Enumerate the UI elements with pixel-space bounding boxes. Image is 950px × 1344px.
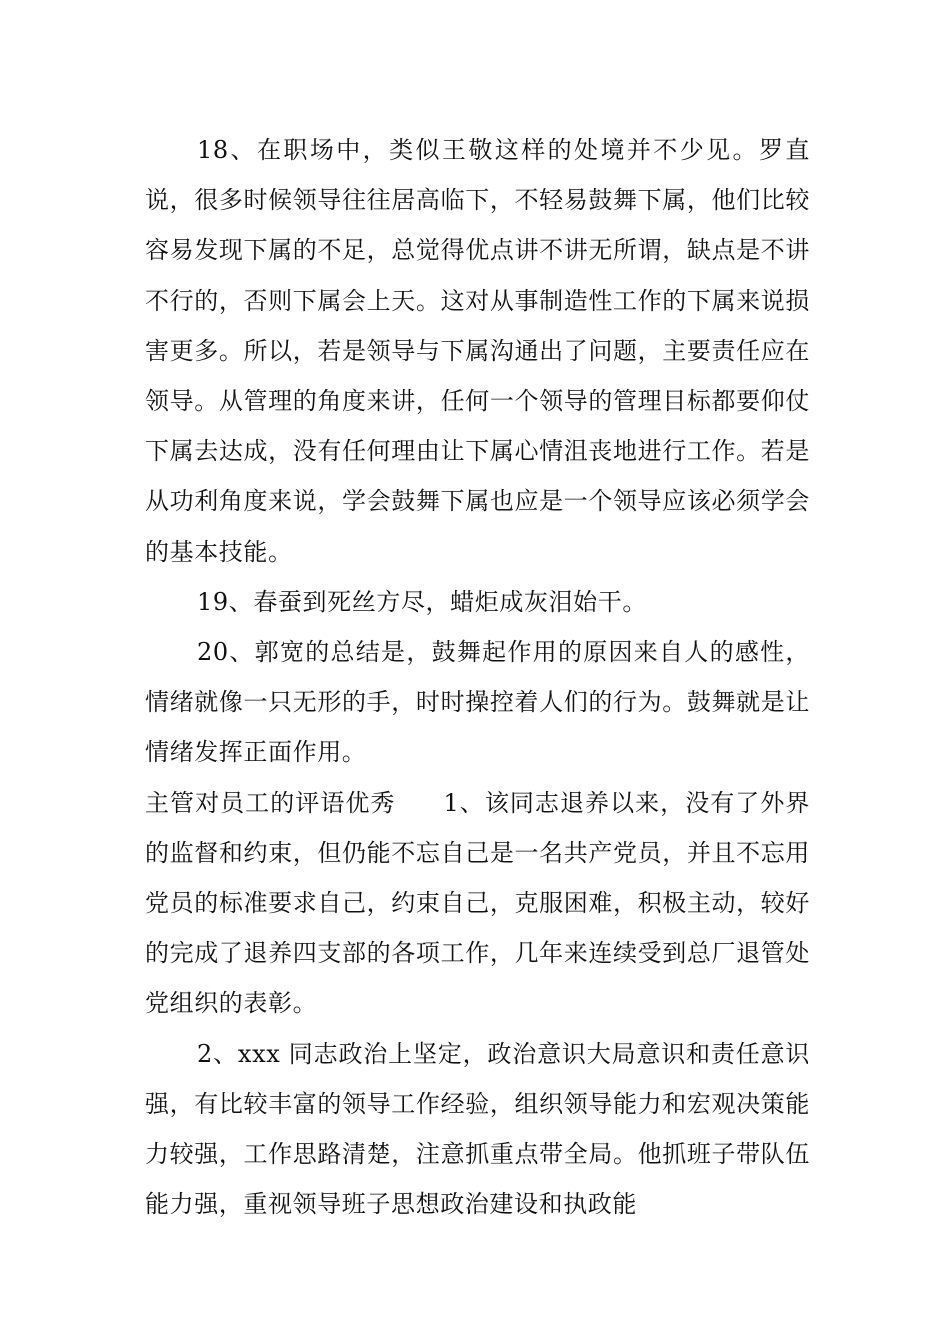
paragraph-18: 18、在职场中，类似王敬这样的处境并不少见。罗直说，很多时候领导往往居高临下，不轻易鼓舞下属，他们比较容易发现下属的不足，总觉得优点讲不讲无所谓，缺点是不讲不行的，否则下属会上天。这对从事制造性工作的下属来说损害更多。所以，若是领导与下属沟通出了问题，主要责任应在领导。从管理的角度来讲，任何一个领导的管理目标都要仰仗下属去达成，没有任何理由让下属心情沮丧地进行工作。若是从功利角度来说，学会鼓舞下属也应是一个领导应该必须学会的基本技能。 [145,136,810,566]
paragraph-19: 19、春蚕到死丝方尽，蜡炬成灰泪始干。 [197,587,647,616]
section-first-paragraph [145,778,810,1029]
document-page [145,125,810,1229]
section-item-2: 2、xxx 同志政治上坚定，政治意识大局意识和责任意识强，有比较丰富的领导工作经验，组织领导能力和宏观决策能力较强，工作思路清楚，注意抓重点带全局。他抓班子带队伍能力强，重视领导班子思想政治建设和执政能 [145,1039,810,1219]
paragraph-20: 20、郭宽的总结是，鼓舞起作用的原因来自人的感性，情绪就像一只无形的手，时时操控着人们的行为。鼓舞就是让情绪发挥正面作用。 [145,638,810,767]
section-heading: 主管对员工的评语优秀 [145,788,396,817]
section-item-1: 1、该同志退养以来，没有了外界的监督和约束，但仍能不忘自己是一名共产党员，并且不忘用党员的标准要求自己，约束自己，克服困难，积极主动，较好的完成了退养四支部的各项工作，几年来连续受到总厂退管处党组织的表彰。 [145,788,810,1018]
